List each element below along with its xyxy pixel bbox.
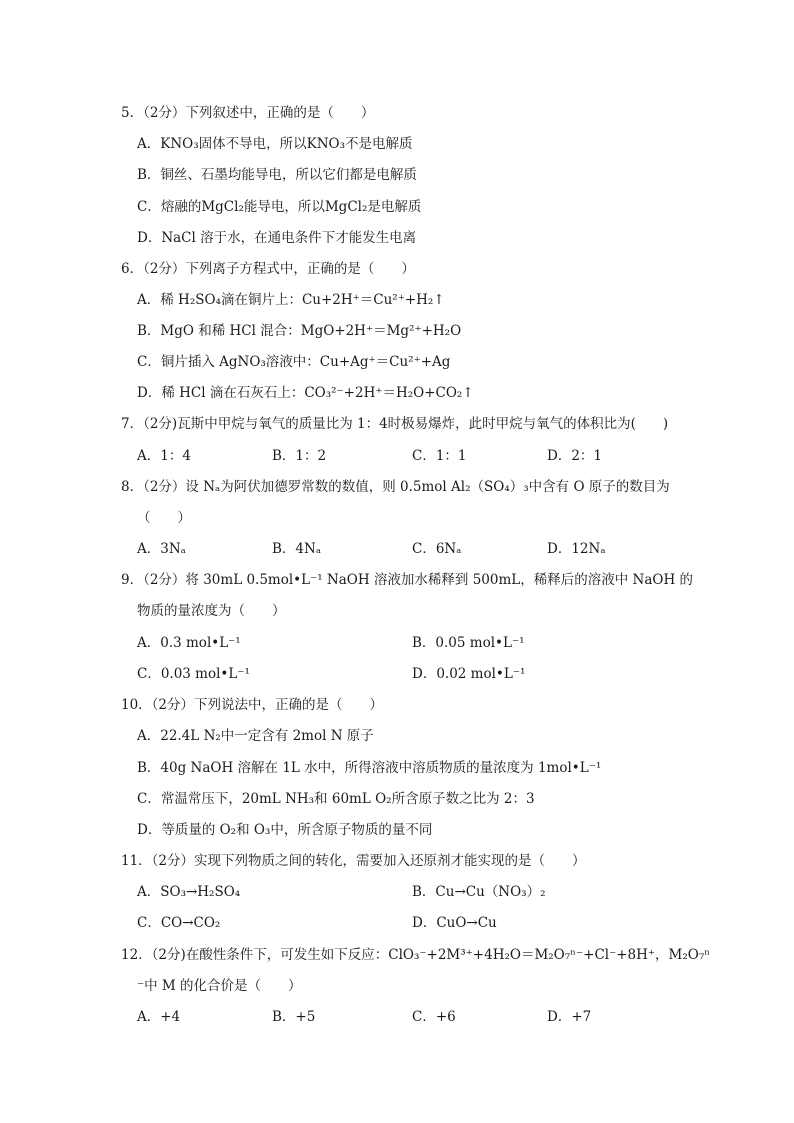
question-5-option-c: C．熔融的MgCl₂能导电，所以MgCl₂是电解质: [137, 199, 422, 215]
question-7-option-b: B．1：2: [272, 448, 327, 464]
question-6-option-b: B．MgO 和稀 HCl 混合：MgO+2H⁺＝Mg²⁺+H₂O: [137, 323, 462, 339]
question-8-option-b: B．4Nₐ: [272, 541, 322, 557]
question-8-option-c: C．6Nₐ: [412, 541, 462, 557]
question-11-option-a: A．SO₃→H₂SO₄: [137, 884, 241, 900]
question-9-stem: 9．（2分）将 30mL 0.5mol•L⁻¹ NaOH 溶液加水稀释到 500mL，稀释后的溶液中 NaOH 的: [121, 572, 694, 588]
question-11-option-c: C．CO→CO₂: [137, 915, 221, 931]
question-6-option-d: D．稀 HCl 滴在石灰石上：CO₃²⁻+2H⁺＝H₂O+CO₂↑: [137, 385, 474, 401]
question-10-option-a: A．22.4L N₂中一定含有 2mol N 原子: [137, 728, 374, 744]
question-10-option-c: C．常温常压下，20mL NH₃和 60mL O₂所含原子数之比为 2：3: [137, 791, 535, 807]
question-6-option-a: A．稀 H₂SO₄滴在铜片上：Cu+2H⁺＝Cu²⁺+H₂↑: [137, 292, 445, 308]
question-5-stem: 5．（2分）下列叙述中，正确的是（ ）: [121, 105, 375, 121]
question-12-option-a: A．+4: [137, 1009, 181, 1025]
question-9-option-d: D．0.02 mol•L⁻¹: [412, 666, 526, 682]
question-12-option-d: D．+7: [547, 1009, 592, 1025]
question-11-option-d: D．CuO→Cu: [412, 915, 497, 931]
question-8-option-d: D．12Nₐ: [547, 541, 606, 557]
question-11-stem: 11．（2分）实现下列物质之间的转化，需要加入还原剂才能实现的是（ ）: [121, 853, 586, 869]
question-8-stem-continued: （ ）: [137, 510, 191, 526]
question-7-option-a: A．1：4: [137, 448, 191, 464]
question-11-option-b: B．Cu→Cu（NO₃）₂: [412, 884, 546, 900]
question-12-stem: 12．（2分)在酸性条件下，可发生如下反应：ClO₃⁻+2M³⁺+4H₂O＝M₂O₇ⁿ⁻+Cl⁻+8H⁺，M₂O₇ⁿ: [121, 947, 711, 963]
question-8-stem: 8．（2分）设 Nₐ为阿伏加德罗常数的数值，则 0.5mol Al₂（SO₄）₃中含有 O 原子的数目为: [121, 479, 670, 495]
question-5-option-d: D．NaCl 溶于水，在通电条件下才能发生电离: [137, 230, 417, 246]
question-10-option-b: B．40g NaOH 溶解在 1L 水中，所得溶液中溶质物质的量浓度为 1mol•L⁻¹: [137, 760, 602, 776]
question-9-option-b: B．0.05 mol•L⁻¹: [412, 635, 525, 651]
question-6-stem: 6．（2分）下列离子方程式中，正确的是（ ）: [121, 261, 415, 277]
question-10-stem: 10．（2分）下列说法中，正确的是（ ）: [121, 697, 384, 713]
question-12-stem-continued: ⁻中 M 的化合价是（ ）: [137, 978, 302, 994]
question-7-option-c: C．1：1: [412, 448, 467, 464]
question-12-option-b: B．+5: [272, 1009, 316, 1025]
question-5-option-a: A．KNO₃固体不导电，所以KNO₃不是电解质: [137, 136, 413, 152]
question-7-stem: 7．（2分)瓦斯中甲烷与氧气的质量比为 1：4时极易爆炸，此时甲烷与氧气的体积比为( ): [121, 416, 669, 432]
question-9-option-c: C．0.03 mol•L⁻¹: [137, 666, 250, 682]
question-10-option-d: D．等质量的 O₂和 O₃中，所含原子物质的量不同: [137, 822, 433, 838]
question-9-stem-continued: 物质的量浓度为（ ）: [137, 603, 286, 619]
question-12-option-c: C．+6: [412, 1009, 456, 1025]
question-9-option-a: A．0.3 mol•L⁻¹: [137, 635, 241, 651]
question-8-option-a: A．3Nₐ: [137, 541, 186, 557]
question-6-option-c: C．铜片插入 AgNO₃溶液中：Cu+Ag⁺＝Cu²⁺+Ag: [137, 354, 451, 370]
question-7-option-d: D．2：1: [547, 448, 603, 464]
question-5-option-b: B．铜丝、石墨均能导电，所以它们都是电解质: [137, 167, 417, 183]
